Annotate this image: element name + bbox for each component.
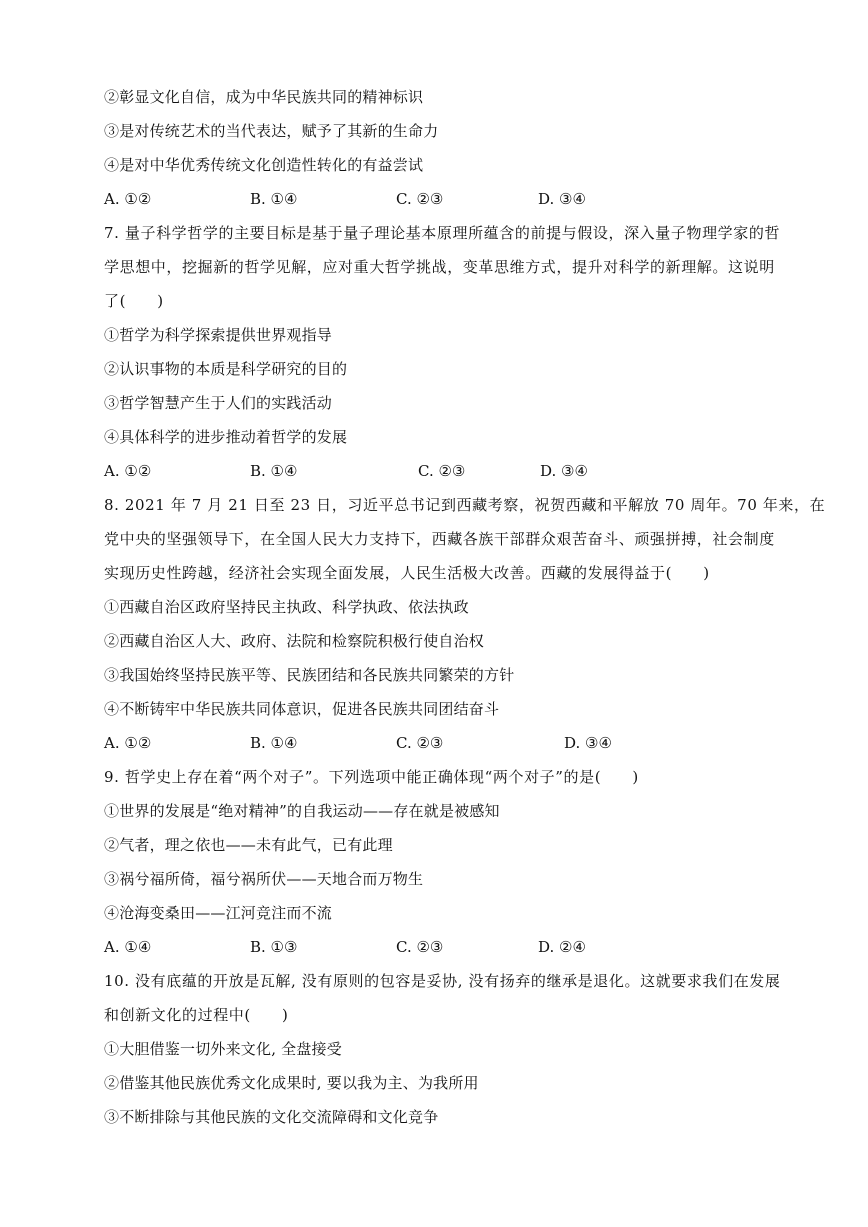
q8-option-a: A. ①② <box>104 734 152 752</box>
q10-stem-line-1: 10. 没有底蕴的开放是瓦解, 没有原则的包容是妥协, 没有扬弃的继承是退化。这就要求我们在发展 <box>104 972 781 990</box>
q6-option-a: A. ①② <box>104 190 152 208</box>
q8-item-3: ③我国始终坚持民族平等、民族团结和各民族共同繁荣的方针 <box>104 666 515 684</box>
q9-option-c: C. ②③ <box>396 938 444 956</box>
q7-item-1: ①哲学为科学探索提供世界观指导 <box>104 326 333 344</box>
q10-item-3: ③不断排除与其他民族的文化交流障碍和文化竞争 <box>104 1108 439 1126</box>
q8-item-1: ①西藏自治区政府坚持民主执政、科学执政、依法执政 <box>104 598 469 616</box>
q6-option-d: D. ③④ <box>538 190 586 208</box>
q8-options <box>104 733 774 753</box>
q8-stem-line-1: 8. 2021 年 7 月 21 日至 23 日，习近平总书记到西藏考察，祝贺西藏和平解放 70 周年。70 年来，在 <box>104 496 826 514</box>
q10-stem-line-2: 和创新文化的过程中( ) <box>104 1006 289 1024</box>
q6-item-3: ③是对传统艺术的当代表达，赋予了其新的生命力 <box>104 122 439 140</box>
q7-option-c: C. ②③ <box>418 462 466 480</box>
q6-item-2: ②彰显文化自信，成为中华民族共同的精神标识 <box>104 88 424 106</box>
q9-stem-line-1: 9. 哲学史上存在着“两个对子”。下列选项中能正确体现“两个对子”的是( ) <box>104 768 639 786</box>
q7-item-2: ②认识事物的本质是科学研究的目的 <box>104 360 348 378</box>
q9-option-b: B. ①③ <box>250 938 298 956</box>
q7-item-3: ③哲学智慧产生于人们的实践活动 <box>104 394 333 412</box>
q6-option-b: B. ①④ <box>250 190 298 208</box>
q6-option-c: C. ②③ <box>396 190 444 208</box>
q7-option-b: B. ①④ <box>250 462 298 480</box>
q8-item-4: ④不断铸牢中华民族共同体意识，促进各民族共同团结奋斗 <box>104 700 500 718</box>
q9-options <box>104 937 774 957</box>
q9-item-4: ④沧海变桑田——江河竞注而不流 <box>104 904 333 922</box>
q8-stem-line-3: 实现历史性跨越，经济社会实现全面发展，人民生活极大改善。西藏的发展得益于( ) <box>104 564 710 582</box>
q7-stem-line-2: 学思想中，挖掘新的哲学见解，应对重大哲学挑战，变革思维方式，提升对科学的新理解。这说明 <box>104 258 775 276</box>
q8-option-b: B. ①④ <box>250 734 298 752</box>
q7-options <box>104 461 774 481</box>
q9-option-a: A. ①④ <box>104 938 152 956</box>
q8-option-d: D. ③④ <box>564 734 612 752</box>
q8-stem-line-2: 党中央的坚强领导下，在全国人民大力支持下，西藏各族干部群众艰苦奋斗、顽强拼搏，社会制度 <box>104 530 775 548</box>
q10-item-2: ②借鉴其他民族优秀文化成果时, 要以我为主、为我所用 <box>104 1074 479 1092</box>
q7-option-a: A. ①② <box>104 462 152 480</box>
q6-item-4: ④是对中华优秀传统文化创造性转化的有益尝试 <box>104 156 424 174</box>
q7-stem-line-1: 7. 量子科学哲学的主要目标是基于量子理论基本原理所蕴含的前提与假设，深入量子物理学家的哲 <box>104 224 781 242</box>
q8-option-c: C. ②③ <box>396 734 444 752</box>
q7-item-4: ④具体科学的进步推动着哲学的发展 <box>104 428 348 446</box>
q9-item-3: ③祸兮福所倚，福兮祸所伏——天地合而万物生 <box>104 870 424 888</box>
q9-option-d: D. ②④ <box>538 938 586 956</box>
q10-item-1: ①大胆借鉴一切外来文化, 全盘接受 <box>104 1040 342 1058</box>
q7-stem-line-3: 了( ) <box>104 292 164 310</box>
q8-item-2: ②西藏自治区人大、政府、法院和检察院积极行使自治权 <box>104 632 485 650</box>
q9-item-1: ①世界的发展是“绝对精神”的自我运动——存在就是被感知 <box>104 802 500 820</box>
q6-options <box>104 189 774 209</box>
q9-item-2: ②气者，理之依也——未有此气，已有此理 <box>104 836 393 854</box>
q7-option-d: D. ③④ <box>540 462 588 480</box>
